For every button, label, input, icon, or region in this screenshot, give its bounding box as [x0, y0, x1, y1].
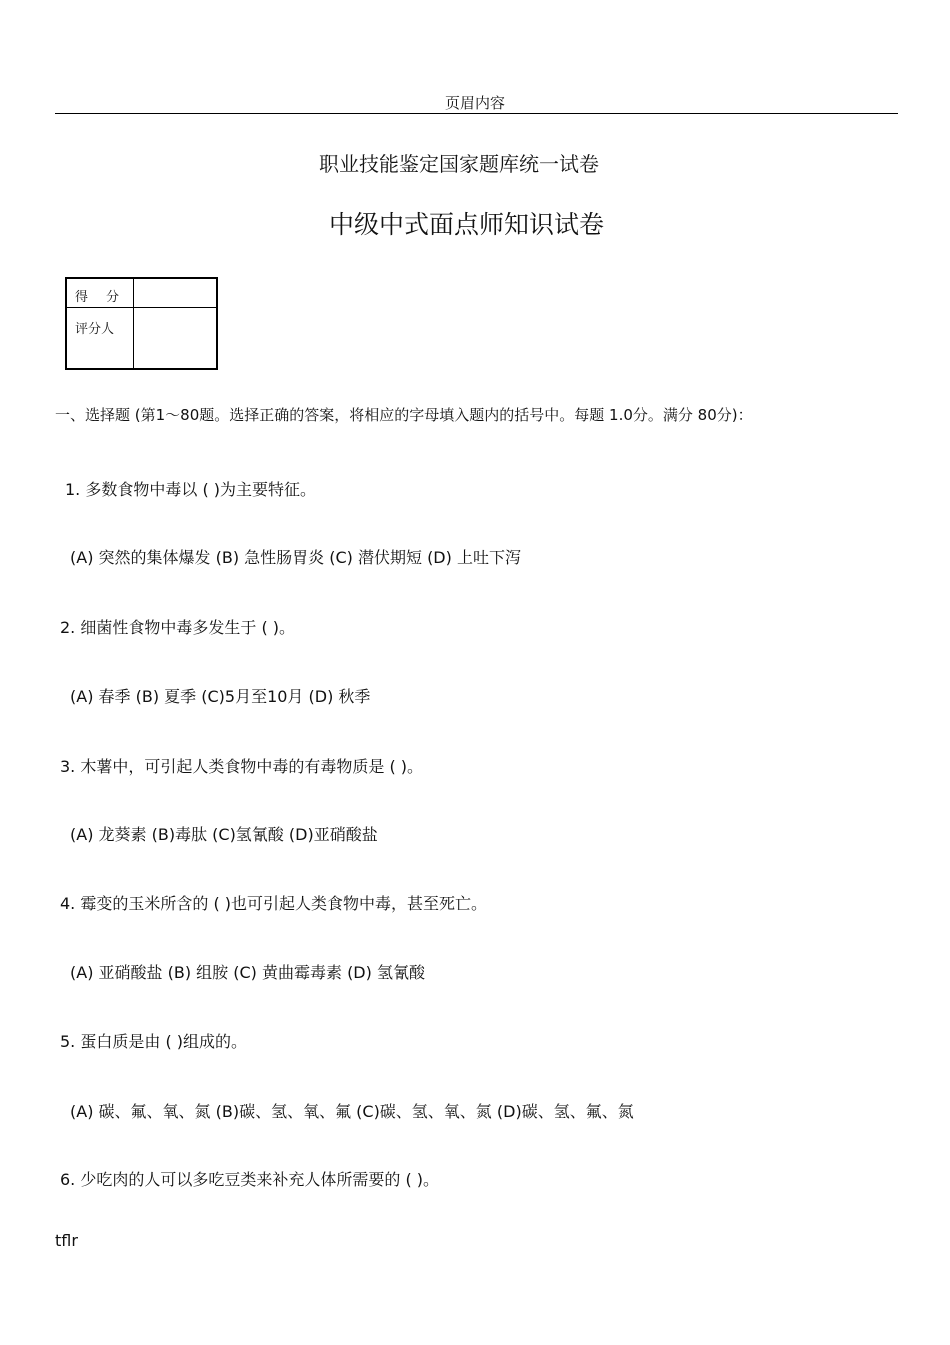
question-4-options: (A) 亚硝酸盐 (B) 组胺 (C) 黄曲霉毒素 (D) 氢氰酸 [70, 963, 425, 982]
question-4: 4. 霉变的玉米所含的 ( )也可引起人类食物中毒，甚至死亡。 [60, 894, 488, 913]
header-divider [55, 113, 898, 114]
exam-title: 中级中式面点师知识试卷 [328, 210, 604, 239]
question-2: 2. 细菌性食物中毒多发生于 ( )。 [60, 618, 296, 637]
question-3-options: (A) 龙葵素 (B)毒肽 (C)氢氰酸 (D)亚硝酸盐 [70, 825, 378, 844]
section-heading: 一、选择题 (第1～80题。选择正确的答案，将相应的字母填入题内的括号中。每题 1.0分。满分 80分)： [55, 406, 753, 424]
exam-subtitle: 职业技能鉴定国家题库统一试卷 [319, 152, 599, 176]
score-table [65, 277, 218, 370]
question-5-options: (A) 碳、氟、氧、氮 (B)碳、氢、氧、氟 (C)碳、氢、氧、氮 (D)碳、氢、氟、氮 [70, 1102, 634, 1121]
question-5: 5. 蛋白质是由 ( )组成的。 [60, 1032, 248, 1051]
page-footer-text: tflr [55, 1231, 78, 1250]
question-2-options: (A) 春季 (B) 夏季 (C)5月至10月 (D) 秋季 [70, 687, 371, 706]
question-1: 1. 多数食物中毒以 ( )为主要特征。 [65, 480, 317, 499]
question-3: 3. 木薯中，可引起人类食物中毒的有毒物质是 ( )。 [60, 757, 424, 776]
page-header: 页眉内容 [444, 94, 505, 112]
question-6: 6. 少吃肉的人可以多吃豆类来补充人体所需要的 ( )。 [60, 1170, 440, 1189]
question-1-options: (A) 突然的集体爆发 (B) 急性肠胃炎 (C) 潜伏期短 (D) 上吐下泻 [70, 548, 521, 567]
grader-label: 评分人 [75, 322, 115, 337]
score-label: 得分 [75, 290, 138, 305]
